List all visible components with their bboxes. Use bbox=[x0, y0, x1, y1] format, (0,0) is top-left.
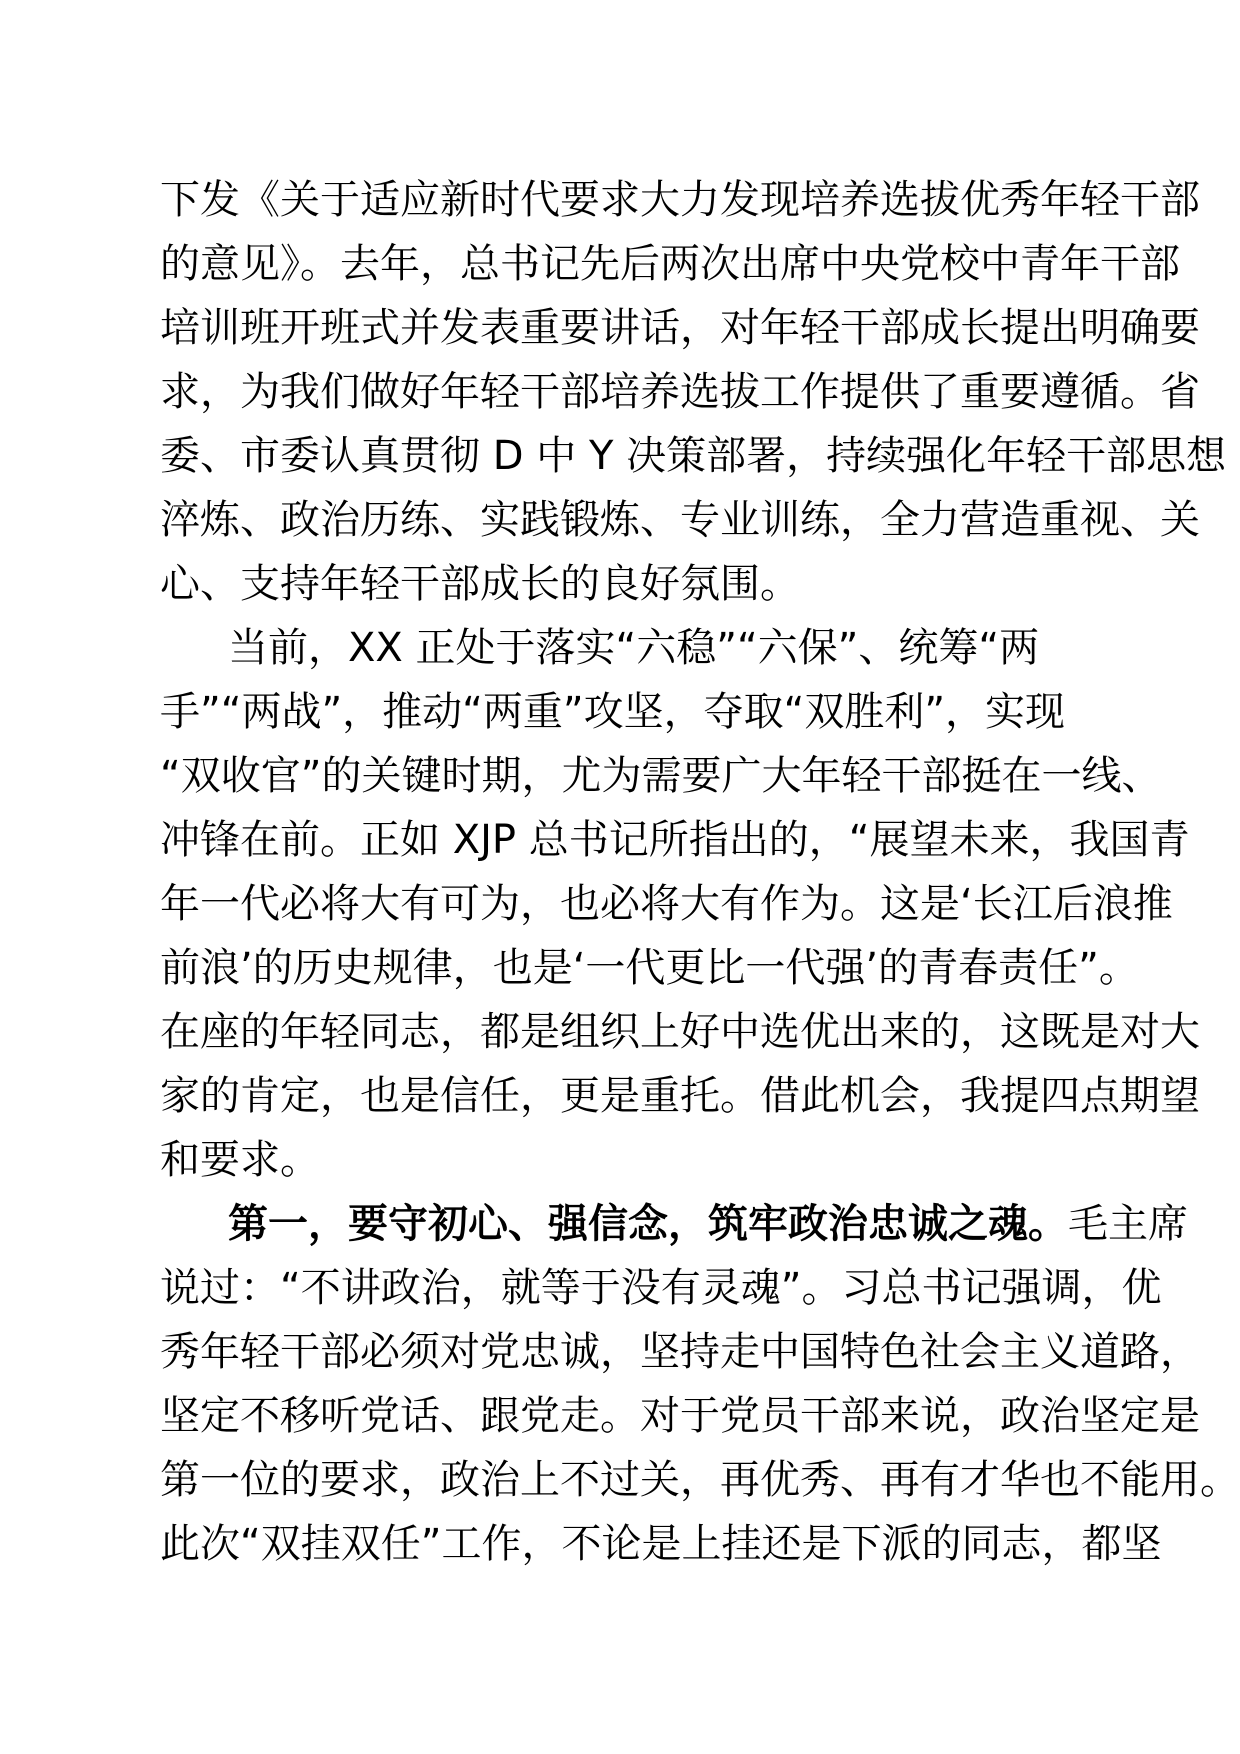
text-line: 委、市委认真贯彻 D 中 Y 决策部署，持续强化年轻干部思想 bbox=[160, 433, 1227, 479]
text-line: 秀年轻干部必须对党忠诚，坚持走中国特色社会主义道路， bbox=[160, 1329, 1200, 1375]
text-line: 和要求。 bbox=[160, 1137, 320, 1183]
text-line: 说过：“不讲政治，就等于没有灵魂”。习总书记强调，优 bbox=[160, 1265, 1162, 1311]
text-line: 心、支持年轻干部成长的良好氛围。 bbox=[160, 561, 800, 607]
text-line: 下发《关于适应新时代要求大力发现培养选拔优秀年轻干部 bbox=[160, 177, 1200, 223]
text-line: 培训班开班式并发表重要讲话，对年轻干部成长提出明确要 bbox=[160, 305, 1200, 351]
text-line: “双收官”的关键时期，尤为需要广大年轻干部挺在一线、 bbox=[160, 753, 1162, 799]
text-line: 年一代必将大有可为，也必将大有作为。这是‘长江后浪推 bbox=[160, 881, 1173, 927]
text-line: 的意见》。去年，总书记先后两次出席中央党校中青年干部 bbox=[160, 241, 1180, 287]
text-line: 手”“两战”，推动“两重”攻坚，夺取“双胜利”，实现 bbox=[160, 689, 1066, 735]
text-line: 家的肯定，也是信任，更是重托。借此机会，我提四点期望 bbox=[160, 1073, 1200, 1119]
text-line: 前浪’的历史规律，也是‘一代更比一代强’的青春责任”。 bbox=[160, 945, 1139, 991]
text-run: 毛主席 bbox=[1068, 1201, 1188, 1247]
text-line: 淬炼、政治历练、实践锻炼、专业训练，全力营造重视、关 bbox=[160, 497, 1200, 543]
text-line: 冲锋在前。正如 XJP 总书记所指出的，“展望未来，我国青 bbox=[160, 817, 1190, 863]
text-line: 坚定不移听党话、跟党走。对于党员干部来说，政治坚定是 bbox=[160, 1393, 1200, 1439]
text-line: 在座的年轻同志，都是组织上好中选优出来的，这既是对大 bbox=[160, 1009, 1200, 1055]
section-heading: 第一，要守初心、强信念，筑牢政治忠诚之魂。 bbox=[228, 1201, 1068, 1247]
paragraph-first-line: 当前，XX 正处于落实“六稳”“六保”、统筹“两 bbox=[228, 625, 1040, 671]
text-line: 求，为我们做好年轻干部培养选拔工作提供了重要遵循。省 bbox=[160, 369, 1200, 415]
text-line: 第一位的要求，政治上不过关，再优秀、再有才华也不能用。 bbox=[160, 1457, 1240, 1503]
paragraph-first-line bbox=[228, 1192, 1188, 1256]
text-line: 此次“双挂双任”工作，不论是上挂还是下派的同志，都坚 bbox=[160, 1521, 1162, 1567]
